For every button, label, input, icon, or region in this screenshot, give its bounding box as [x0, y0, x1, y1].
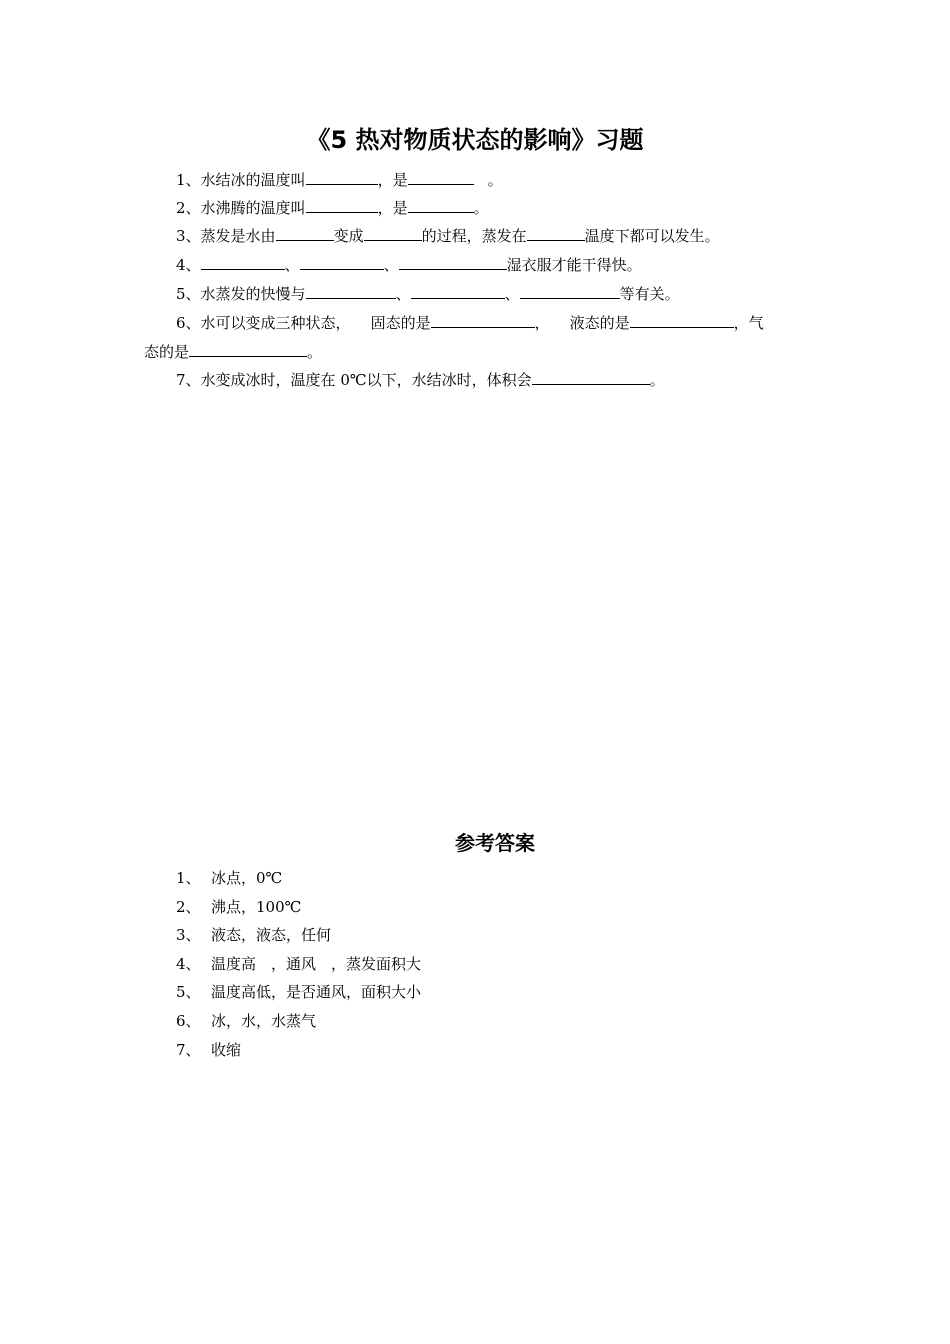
question-text: 。 [649, 371, 665, 389]
question-text: 水沸腾的温度叫 [200, 199, 306, 217]
question-text: ，气 [733, 314, 764, 332]
question-text: 。 [487, 171, 503, 189]
answer-blank[interactable] [399, 255, 507, 270]
answer-5 [176, 982, 421, 1002]
answer-7 [176, 1040, 241, 1060]
separator: 、 [395, 285, 411, 303]
separator: 、 [383, 256, 399, 274]
question-number: 3、 [176, 227, 201, 245]
separator: 、 [504, 285, 520, 303]
question-number: 6、 [176, 314, 201, 332]
question-text: 的过程，蒸发在 [421, 227, 527, 245]
answer-blank[interactable] [520, 284, 620, 299]
question-number: 1、 [176, 171, 201, 189]
answer-3 [176, 925, 331, 945]
separator: 、 [284, 256, 300, 274]
question-text: 水变成冰时，温度在 0℃以下，水结冰时，体积会 [200, 371, 532, 389]
question-number: 4、 [176, 256, 201, 274]
question-number: 5、 [176, 285, 201, 303]
question-text: 变成 [333, 227, 364, 245]
answer-blank[interactable] [189, 342, 307, 357]
question-text: 湿衣服才能干得快。 [506, 256, 642, 274]
page-title: 《5 热对物质状态的影响》习题 [306, 126, 644, 154]
question-text: 固态的是 [370, 314, 431, 332]
question-2 [176, 198, 489, 218]
question-text: 温度下都可以发生。 [584, 227, 720, 245]
question-text: 等有关。 [619, 285, 680, 303]
answer-number: 5、 [176, 983, 201, 1001]
answer-blank[interactable] [431, 313, 535, 328]
answer-blank[interactable] [306, 284, 396, 299]
question-text: ，是 [377, 199, 408, 217]
question-text: 水蒸发的快慢与 [200, 285, 306, 303]
answer-text: 收缩 [211, 1041, 242, 1059]
answer-1 [176, 868, 282, 888]
question-4 [176, 255, 642, 275]
answer-text: 冰，水，水蒸气 [211, 1012, 317, 1030]
answer-blank[interactable] [532, 370, 650, 385]
answer-2 [176, 897, 301, 917]
answer-blank[interactable] [411, 284, 505, 299]
answer-text: 液态，液态，任何 [211, 926, 332, 944]
question-text: ，是 [377, 171, 408, 189]
answer-blank[interactable] [300, 255, 384, 270]
answer-number: 7、 [176, 1041, 201, 1059]
answer-blank[interactable] [364, 226, 422, 241]
question-5 [176, 284, 680, 304]
answer-blank[interactable] [276, 226, 334, 241]
answer-blank[interactable] [306, 198, 378, 213]
answer-blank[interactable] [408, 198, 474, 213]
question-number: 7、 [176, 371, 201, 389]
answer-number: 3、 [176, 926, 201, 944]
question-text: 液态的是 [569, 314, 630, 332]
question-text: ， [534, 314, 550, 332]
answer-blank[interactable] [527, 226, 585, 241]
question-7 [176, 370, 665, 390]
answer-blank[interactable] [201, 255, 285, 270]
answer-number: 1、 [176, 869, 201, 887]
answer-text: 温度高 ，通风 ，蒸发面积大 [211, 955, 422, 973]
question-text: 蒸发是水由 [200, 227, 276, 245]
question-text: 。 [307, 343, 323, 361]
question-text: 水可以变成三种状态， [200, 314, 351, 332]
question-text: 。 [473, 199, 489, 217]
answer-6 [176, 1011, 316, 1031]
answer-blank[interactable] [306, 170, 378, 185]
answer-text: 温度高低，是否通风，面积大小 [211, 983, 422, 1001]
answer-number: 2、 [176, 898, 201, 916]
answer-4 [176, 954, 421, 974]
question-number: 2、 [176, 199, 201, 217]
question-6 [176, 313, 764, 333]
answer-number: 4、 [176, 955, 201, 973]
answer-blank[interactable] [630, 313, 734, 328]
answer-text: 沸点，100℃ [211, 898, 302, 916]
answer-blank[interactable] [408, 170, 474, 185]
answer-number: 6、 [176, 1012, 201, 1030]
answer-text: 冰点，0℃ [211, 869, 283, 887]
question-text: 水结冰的温度叫 [200, 171, 306, 189]
answer-section-title: 参考答案 [455, 831, 535, 855]
question-1 [176, 170, 503, 190]
question-6-continued [144, 342, 322, 362]
question-3 [176, 226, 720, 246]
question-text: 态的是 [144, 343, 190, 361]
